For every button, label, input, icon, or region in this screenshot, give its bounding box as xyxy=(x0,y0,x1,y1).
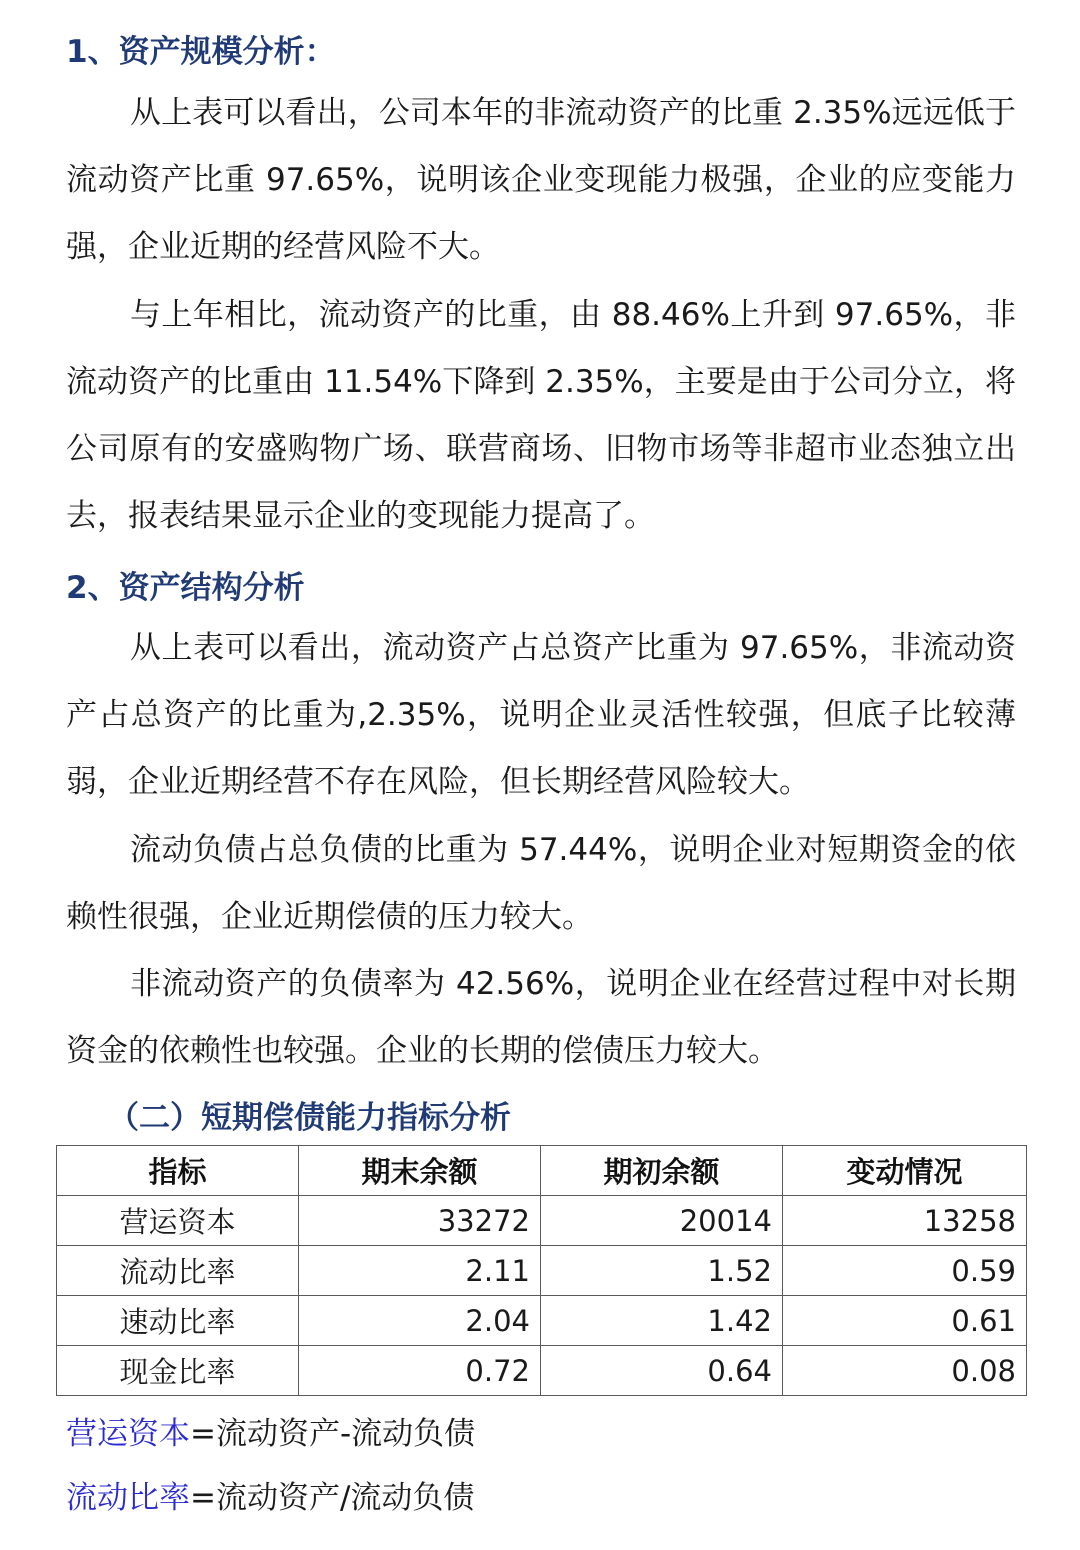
table-header-cell: 期末余额 xyxy=(299,1146,541,1196)
table-cell-indicator: 速动比率 xyxy=(57,1296,299,1346)
table-cell-value: 1.52 xyxy=(541,1246,783,1296)
table-row xyxy=(57,1196,1027,1246)
table-header-row xyxy=(57,1146,1027,1196)
table-cell-value: 20014 xyxy=(541,1196,783,1246)
section-2-heading: 2、资产结构分析 xyxy=(66,570,305,606)
formula-term-link[interactable]: 流动比率 xyxy=(66,1480,190,1516)
table-cell-indicator: 营运资本 xyxy=(57,1196,299,1246)
section-3-heading: （二）短期偿债能力指标分析 xyxy=(108,1100,511,1136)
table-cell-value: 13258 xyxy=(783,1196,1027,1246)
section-2-paragraph-3: 非流动资产的负债率为 42.56%，说明企业在经营过程中对长期资金的依赖性也较强。企业的长期的偿债压力较大。 xyxy=(66,966,1016,1069)
table-cell-value: 33272 xyxy=(299,1196,541,1246)
table-header-cell: 变动情况 xyxy=(783,1146,1027,1196)
formula-working-capital xyxy=(66,1414,475,1454)
table-cell-indicator: 流动比率 xyxy=(57,1246,299,1296)
section-2-paragraph-2: 流动负债占总负债的比重为 57.44%，说明企业对短期资金的依赖性很强，企业近期偿债的压力较大。 xyxy=(66,832,1016,935)
table-cell-value: 0.61 xyxy=(783,1296,1027,1346)
section-2-paragraph-1: 从上表可以看出，流动资产占总资产比重为 97.65%，非流动资产占总资产的比重为,2.35%，说明企业灵活性较强，但底子比较薄弱，企业近期经营不存在风险，但长期经营风险较大。 xyxy=(66,630,1016,800)
table-cell-value: 0.59 xyxy=(783,1246,1027,1296)
table-row xyxy=(57,1346,1027,1396)
section-1-paragraph-1: 从上表可以看出，公司本年的非流动资产的比重 2.35%远远低于流动资产比重 97.65%，说明该企业变现能力极强，企业的应变能力强，企业近期的经营风险不大。 xyxy=(66,95,1016,265)
table-header-cell: 指标 xyxy=(57,1146,299,1196)
table-cell-indicator: 现金比率 xyxy=(57,1346,299,1396)
table-cell-value: 0.72 xyxy=(299,1346,541,1396)
table-cell-value: 2.11 xyxy=(299,1246,541,1296)
table-cell-value: 0.64 xyxy=(541,1346,783,1396)
section-1-heading: 1、资产规模分析： xyxy=(66,34,336,70)
table-cell-value: 2.04 xyxy=(299,1296,541,1346)
formula-current-ratio xyxy=(66,1478,474,1518)
table-header-cell: 期初余额 xyxy=(541,1146,783,1196)
formula-definition: =流动资产-流动负债 xyxy=(190,1416,476,1452)
formula-definition: =流动资产/流动负债 xyxy=(190,1480,475,1516)
table-row xyxy=(57,1296,1027,1346)
table-cell-value: 0.08 xyxy=(783,1346,1027,1396)
table-cell-value: 1.42 xyxy=(541,1296,783,1346)
solvency-ratio-table xyxy=(56,1145,1027,1396)
section-1-paragraph-2: 与上年相比，流动资产的比重，由 88.46%上升到 97.65%，非流动资产的比重由 11.54%下降到 2.35%，主要是由于公司分立，将公司原有的安盛购物广场、联营商场、旧物市场等非超市业态独立出去，报表结果显示企业的变现能力提高了。 xyxy=(66,297,1016,534)
table-row xyxy=(57,1246,1027,1296)
formula-term-link[interactable]: 营运资本 xyxy=(66,1416,190,1452)
